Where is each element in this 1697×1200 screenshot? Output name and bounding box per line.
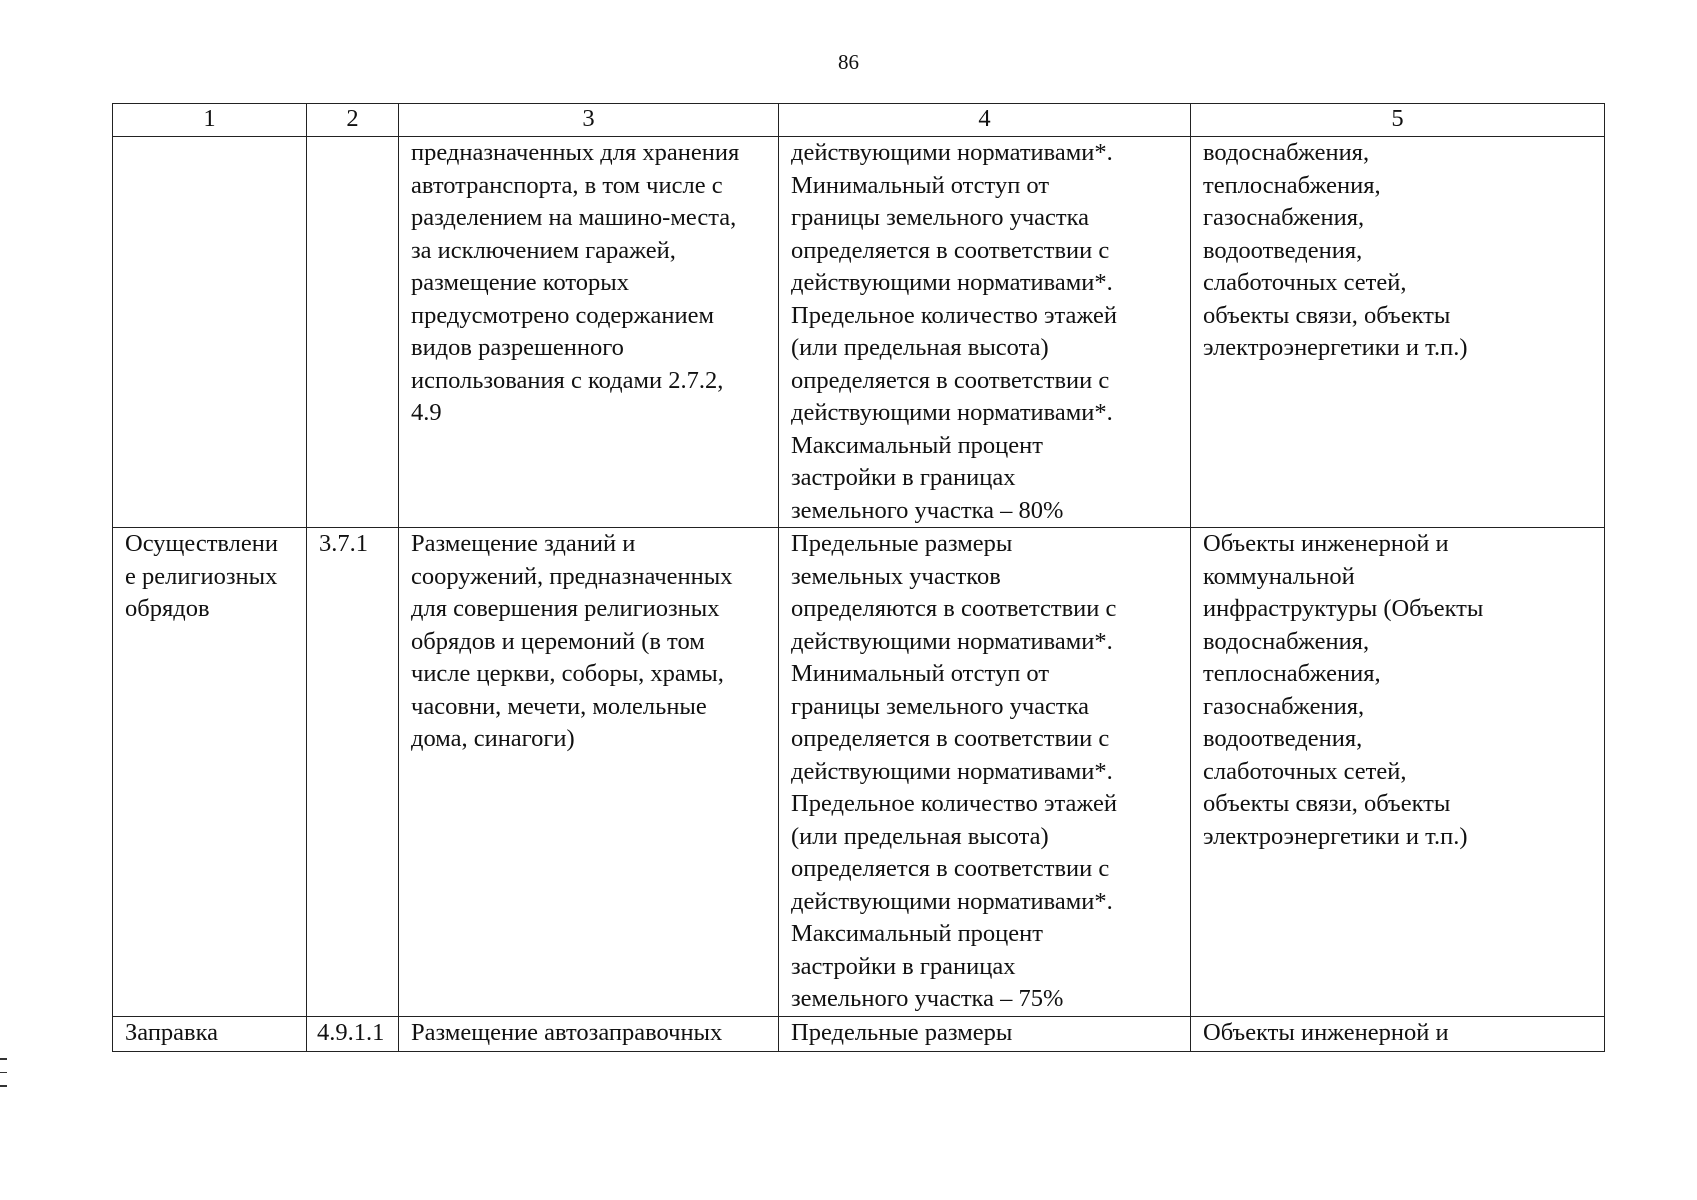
auxiliary-objects-cell — [1191, 137, 1605, 528]
use-code-cell — [307, 1016, 399, 1051]
use-name-cell — [113, 528, 307, 1017]
column-header: 2 — [307, 104, 399, 137]
margin-mark — [0, 1072, 7, 1074]
table-row — [113, 528, 1605, 1017]
margin-mark — [0, 1085, 7, 1087]
use-description-text: предназначенных для хранения автотранспорта, в том числе с разделением на машино-места, за исключением гаражей, размещение которых предусмотрено содержанием видов разрешенного использования с кодами 2.7.2, 4.9 — [411, 139, 740, 426]
table-header-row — [113, 104, 1605, 137]
use-name-cell — [113, 1016, 307, 1051]
use-name-cell — [113, 137, 307, 528]
parameters-text: Предельные размеры — [791, 1018, 1013, 1046]
parameters-text: Предельные размеры земельных участков определяются в соответствии с действующими нормативами*. Минимальный отступ от границы земельного участка определяется в соответствии с действующими нормативами*. Предельное количество этажей (или предельная высота) определяется в соответствии с действующими нормативами*. Максимальный процент застройки в границах земельного участка – 75% — [791, 530, 1117, 1012]
margin-mark — [0, 1058, 7, 1060]
auxiliary-objects-cell — [1191, 1016, 1605, 1051]
auxiliary-objects-text: водоснабжения, теплоснабжения, газоснабжения, водоотведения, слаботочных сетей, объекты связи, объекты электроэнергетики и т.п.) — [1203, 139, 1468, 361]
auxiliary-objects-text: Объекты инженерной и — [1203, 1018, 1449, 1046]
use-description-cell — [399, 137, 779, 528]
use-code-cell — [307, 137, 399, 528]
column-header: 1 — [113, 104, 307, 137]
use-description-cell — [399, 528, 779, 1017]
use-description-text: Размещение автозаправочных — [411, 1018, 723, 1046]
use-code-text: 3.7.1 — [319, 530, 368, 557]
margin-marks — [0, 1058, 8, 1099]
use-name-text: Заправка — [125, 1018, 219, 1046]
page-number: 86 — [838, 50, 859, 74]
column-header: 5 — [1191, 104, 1605, 137]
parameters-text: действующими нормативами*. Минимальный отступ от границы земельного участка определяется в соответствии с действующими нормативами*. Предельное количество этажей (или предельная высота) определяется в соответствии с действующими нормативами*. Максимальный процент застройки в границах земельного участка – 80% — [791, 139, 1117, 524]
parameters-cell — [779, 137, 1191, 528]
auxiliary-objects-text: Объекты инженерной и коммунальной инфраструктуры (Объекты водоснабжения, теплоснабжения, газоснабжения, водоотведения, слаботочных сетей, объекты связи, объекты электроэнергетики и т.п.) — [1203, 530, 1484, 850]
column-header: 4 — [779, 104, 1191, 137]
regulations-table — [112, 103, 1605, 1052]
use-code-text: 4.9.1.1 — [317, 1018, 385, 1046]
parameters-cell — [779, 528, 1191, 1017]
auxiliary-objects-cell — [1191, 528, 1605, 1017]
use-name-text: Осуществлени е религиозных обрядов — [125, 530, 278, 622]
use-code-cell — [307, 528, 399, 1017]
use-description-text: Размещение зданий и сооружений, предназначенных для совершения религиозных обрядов и церемоний (в том числе церкви, соборы, храмы, часовни, мечети, молельные дома, синагоги) — [411, 530, 733, 752]
column-header: 3 — [399, 104, 779, 137]
parameters-cell — [779, 1016, 1191, 1051]
table-row — [113, 137, 1605, 528]
use-description-cell — [399, 1016, 779, 1051]
table-row — [113, 1016, 1605, 1051]
